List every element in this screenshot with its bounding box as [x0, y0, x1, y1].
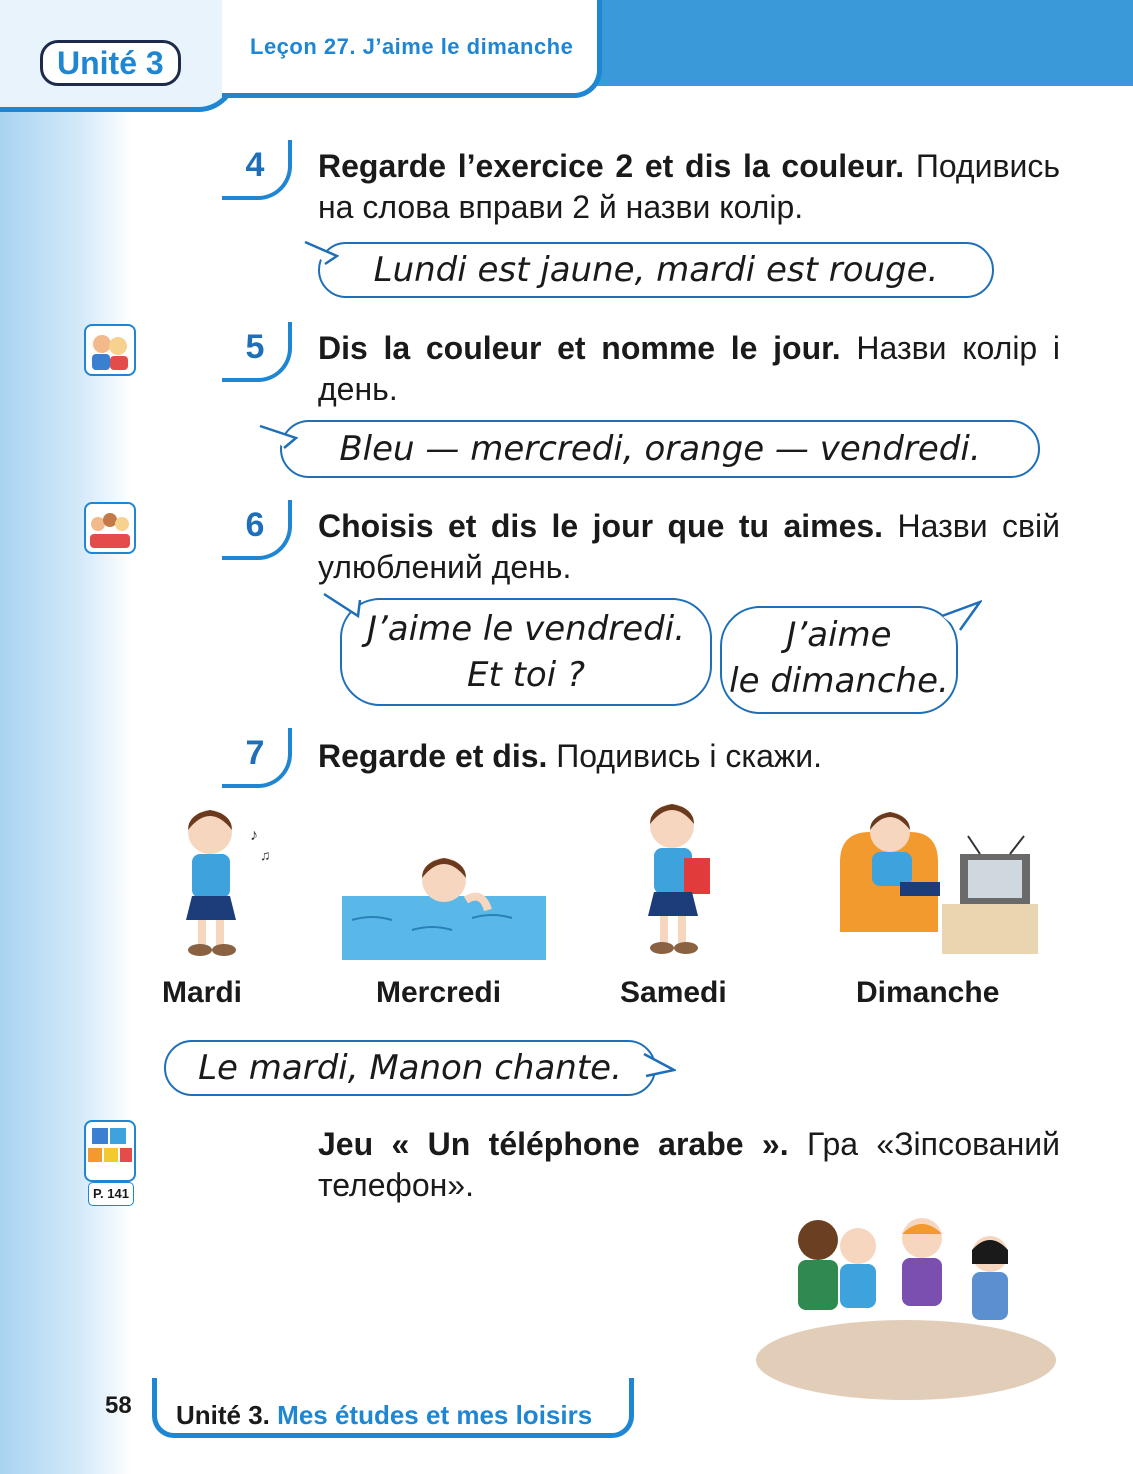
footer-title [176, 1400, 592, 1431]
left-margin-strip [0, 0, 132, 1474]
exercise-7-instruction-uk: Подивись і скажи. [556, 738, 823, 774]
game-cubes-icon [84, 1120, 136, 1182]
exercise-number-4: 4 [222, 140, 292, 200]
exercise-4-instruction-fr: Regarde l’exercice 2 et dis la couleur. [318, 148, 905, 184]
exercise-7-instruction-fr: Regarde et dis. [318, 738, 548, 774]
exercise-6-instruction-fr: Choisis et dis le jour que tu aimes. [318, 508, 884, 544]
exercise-5-instruction-uk: Назви колір і день. [318, 330, 1061, 407]
picture-girl-swimming [342, 830, 546, 960]
caption-mardi: Mardi [162, 976, 243, 1009]
page-reference: P. 141 [88, 1182, 134, 1206]
exercise-5-instruction [318, 328, 1060, 410]
picture-girl-reading [612, 792, 748, 962]
exercise-7-instruction [318, 736, 1060, 777]
group-work-icon [84, 502, 136, 554]
exercise-6-instruction [318, 506, 1060, 588]
lesson-title: Leçon 27. J’aime le dimanche [250, 34, 574, 59]
unit-badge: Unité 3 [40, 40, 181, 86]
header-band [560, 0, 1133, 86]
bubble-tail-7 [640, 1050, 676, 1080]
speech-bubble-6b-line1: J’aime [786, 615, 892, 655]
bubble-tail-5 [258, 420, 298, 450]
game-title-uk: Гра «Зіпсований телефон». [318, 1126, 1061, 1203]
exercise-6-instruction-uk: Назви свій улюблений день. [318, 508, 1061, 585]
pair-work-icon [84, 324, 136, 376]
exercise-number-6: 6 [222, 500, 292, 560]
footer-topic: Mes études et mes loisirs [277, 1400, 593, 1430]
speech-bubble-6b [720, 606, 958, 714]
speech-bubble-5: Bleu — mercredi, orange — vendredi. [280, 420, 1040, 478]
speech-bubble-6a [340, 598, 712, 706]
game-title-fr: Jeu « Un téléphone arabe ». [318, 1126, 789, 1162]
exercise-number-7: 7 [222, 728, 292, 788]
svg-text:♫: ♫ [260, 847, 271, 863]
speech-bubble-6a-line1: J’aime le vendredi. [366, 609, 686, 649]
picture-girl-watching-tv [830, 792, 1060, 962]
exercise-5-instruction-fr: Dis la couleur et nomme le jour. [318, 330, 841, 366]
bubble-tail-6b [940, 600, 982, 634]
picture-children-playing [736, 1184, 1060, 1404]
exercise-4-instruction [318, 146, 1060, 228]
speech-bubble-6a-line2: Et toi ? [466, 655, 586, 695]
picture-girl-singing [150, 800, 284, 964]
caption-mercredi: Mercredi [376, 976, 502, 1009]
speech-bubble-6b-line2: le dimanche. [729, 661, 949, 701]
caption-dimanche: Dimanche [856, 976, 1000, 1009]
page-number: 58 [105, 1392, 132, 1419]
caption-samedi: Samedi [620, 976, 727, 1009]
bubble-tail-4 [303, 238, 339, 268]
exercise-4-instruction-uk: Подивись на слова вправи 2 й назви колір. [318, 148, 1061, 225]
bubble-tail-6a [322, 590, 362, 624]
svg-text:♪: ♪ [250, 827, 258, 844]
footer-unit: Unité 3. [176, 1400, 270, 1430]
speech-bubble-4: Lundi est jaune, mardi est rouge. [318, 242, 994, 298]
exercise-number-5: 5 [222, 322, 292, 382]
speech-bubble-7: Le mardi, Manon chante. [164, 1040, 656, 1096]
